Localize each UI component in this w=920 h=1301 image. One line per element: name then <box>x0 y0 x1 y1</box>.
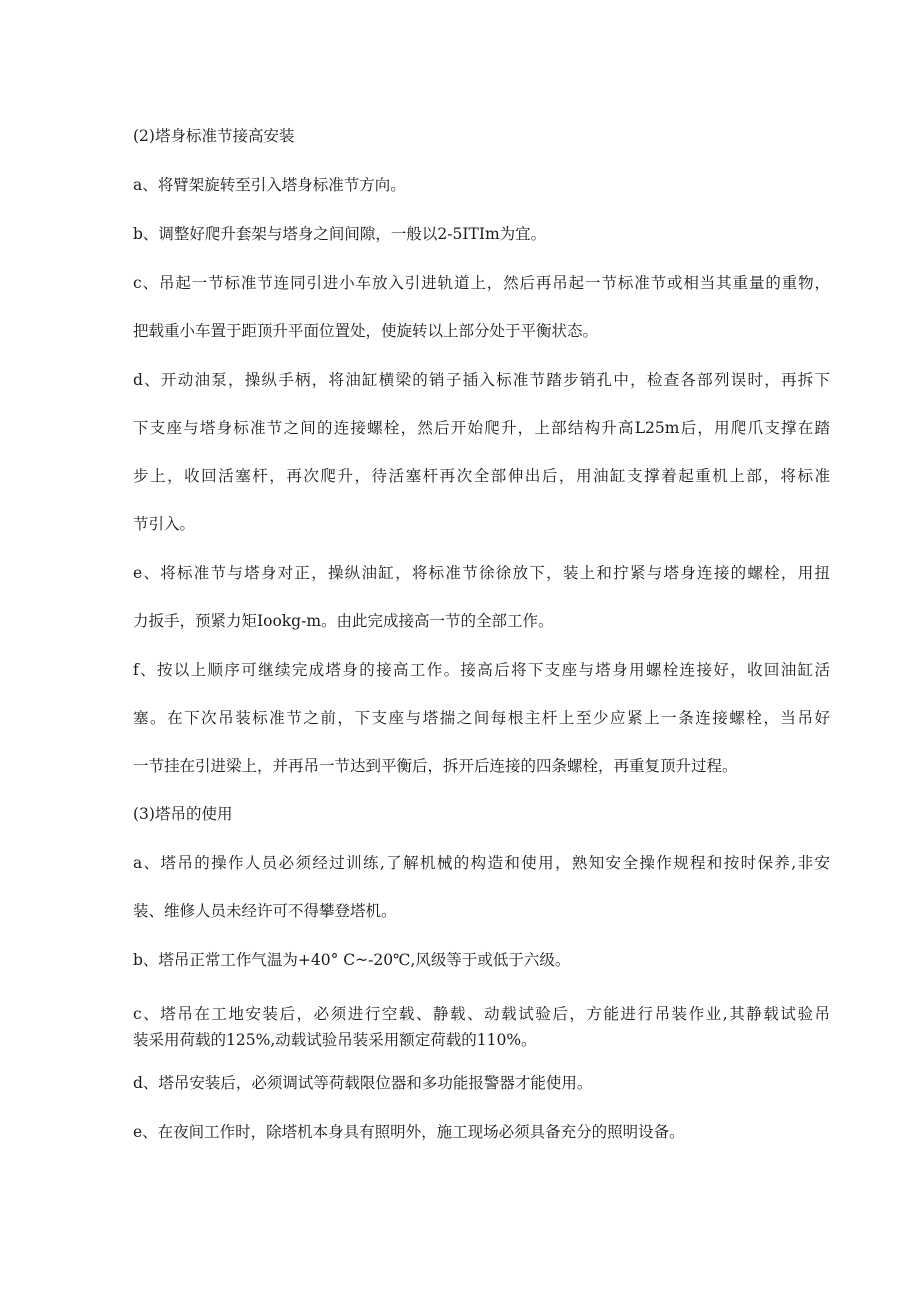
section-3-item-c-line-2: 装采用荷载的125%,动载试验吊装采用额定荷载的110%。 <box>133 1031 537 1049</box>
section-2-item-d-line-3: 步上，收回活塞杆，再次爬升，待活塞杆再次全部伸出后，用油缸支撑着起重机上部，将标准 <box>133 467 830 485</box>
section-2-item-f-line-1: f、按以上顺序可继续完成塔身的接高工作。接高后将下支座与塔身用螺栓连接好，收回油缸活 <box>133 661 830 679</box>
section-2-item-b: b、调整好爬升套架与塔身之间间隙，一般以2-5ITIm为宜。 <box>133 225 547 243</box>
section-3-item-e: e、在夜间工作时，除塔机本身具有照明外，施工现场必须具备充分的照明设备。 <box>133 1123 685 1141</box>
section-3-heading: (3)塔吊的使用 <box>133 805 233 823</box>
section-2-item-d-line-2: 下支座与塔身标准节之间的连接螺栓，然后开始爬升，上部结构升高L25m后，用爬爪支撑在踏 <box>133 419 830 437</box>
section-3-item-a-line-2: 装、维修人员未经许可不得攀登塔机。 <box>133 902 397 920</box>
section-2-item-f-line-3: 一节挂在引进梁上，并再吊一节达到平衡后，拆开后连接的四条螺栓，再重复顶升过程。 <box>133 757 738 775</box>
section-2-item-d-line-4: 节引入。 <box>133 515 196 533</box>
section-3-item-b: b、塔吊正常工作气温为+40° C~-20℃,风级等于或低于六级。 <box>133 951 571 969</box>
section-3-item-a-line-1: a、塔吊的操作人员必须经过训练,了解机械的构造和使用，熟知安全操作规程和按时保养,非安 <box>133 854 830 872</box>
section-2-item-c-line-2: 把载重小车置于距顶升平面位置处，使旋转以上部分处于平衡状态。 <box>133 322 599 340</box>
section-2-item-e-line-2: 力扳手，预紧力矩Iookg-m。由此完成接高一节的全部工作。 <box>133 612 554 630</box>
section-2-heading: (2)塔身标准节接高安装 <box>133 127 295 145</box>
section-2-item-e-line-1: e、将标准节与塔身对正，操纵油缸，将标准节徐徐放下，装上和拧紧与塔身连接的螺栓，用扭 <box>133 564 830 582</box>
section-3-item-c-line-1: c、塔吊在工地安装后，必须进行空载、静载、动载试验后，方能进行吊装作业,其静载试验吊 <box>133 1005 830 1023</box>
section-2-item-d-line-1: d、开动油泵，操纵手柄，将油缸横梁的销子插入标准节踏步销孔中，检查各部列误时，再拆下 <box>133 371 830 389</box>
section-2-item-f-line-2: 塞。在下次吊装标准节之前，下支座与塔揣之间每根主杆上至少应紧上一条连接螺栓，当吊好 <box>133 709 830 727</box>
section-2-item-c-line-1: c、吊起一节标准节连同引进小车放入引进轨道上，然后再吊起一节标准节或相当其重量的重物， <box>133 274 830 292</box>
section-3-item-d: d、塔吊安装后，必须调试等荷载限位器和多功能报警器才能使用。 <box>133 1074 593 1092</box>
section-2-item-a: a、将臂架旋转至引入塔身标准节方向。 <box>133 176 406 194</box>
